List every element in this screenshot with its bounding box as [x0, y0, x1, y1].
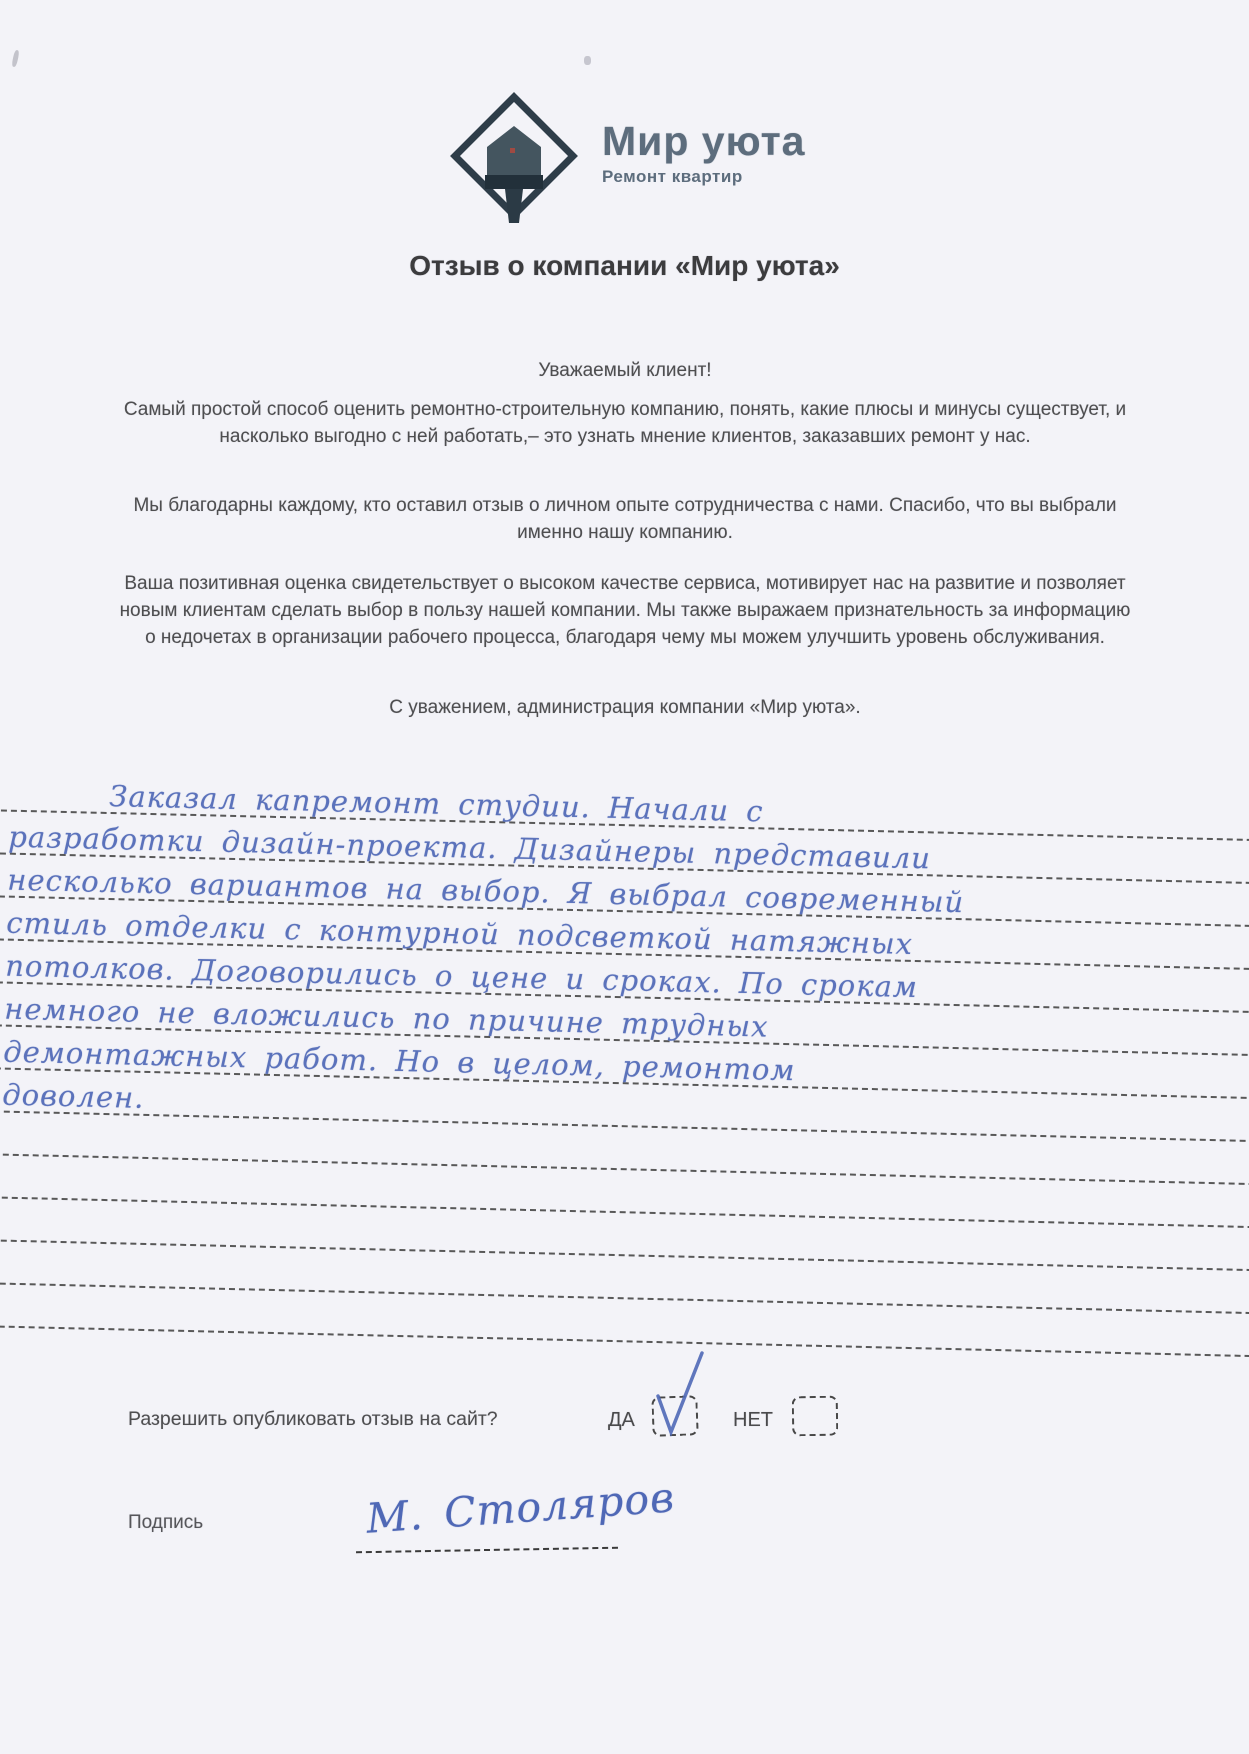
intro-paragraph-3: Ваша позитивная оценка свидетельствует о высоком качестве сервиса, мотивирует нас на развитие и позволяет новым клиентам сделать выбор в пользу нашей компании. Мы также выражаем признательность за информацию о недочетах в организации рабочего процесса, благодаря чему мы можем улучшить уровень обслуживания.: [119, 573, 1131, 648]
consent-question: Разрешить опубликовать отзыв на сайт?: [128, 1408, 498, 1430]
scan-artifact: [584, 56, 591, 65]
intro-paragraph-1: Самый простой способ оценить ремонтно-строительную компанию, понять, какие плюсы и минусы существует, и насколько выгодно с ней работать,– это узнать мнение клиентов, заказавших ремонт у нас.: [123, 399, 1127, 447]
intro-paragraph-2: Мы благодарны каждому, кто оставил отзыв о личном опыте сотрудничества с нами. Спасибо, что вы выбрали именно нашу компанию.: [133, 495, 1117, 543]
handwritten-text: потолков. Договорились о цене и сроках. По срокам: [4, 948, 919, 1005]
no-option-label: НЕТ: [733, 1409, 773, 1431]
yes-option-label: ДА: [608, 1409, 635, 1431]
review-writing-area: [0, 768, 1249, 1357]
handwritten-text: стиль отделки с контурной подсветкой натяжных: [5, 905, 914, 961]
handwritten-signature: М. Столяров: [364, 1473, 677, 1543]
handwritten-text: доволен.: [1, 1077, 145, 1115]
scan-artifact: [11, 50, 19, 68]
handwritten-text: демонтажных работ. Но в целом, ремонтом: [2, 1034, 796, 1088]
signature-line: [356, 1547, 618, 1554]
company-logo: [448, 90, 805, 226]
greeting: Уважаемый клиент!: [538, 360, 712, 381]
handwritten-text: несколько вариантов на выбор. Я выбрал современный: [6, 862, 965, 920]
no-checkbox: [792, 1396, 839, 1437]
handwritten-text: Заказал капремонт студии. Начали с: [108, 779, 764, 829]
signature-label: Подпись: [128, 1512, 204, 1533]
brand-name: Мир уюта: [602, 118, 806, 164]
handwritten-text: разработки дизайн-проекта. Дизайнеры представили: [7, 819, 932, 876]
brand-tagline: Ремонт квартир: [602, 167, 743, 186]
page-title: Отзыв о компании «Мир уюта»: [409, 250, 840, 281]
handwritten-text: немного не вложились по причине трудных: [3, 991, 769, 1044]
paintbrush-house-diamond-icon: [448, 90, 580, 226]
handwritten-checkmark: [648, 1350, 710, 1438]
signoff-line: С уважением, администрация компании «Мир уюта».: [389, 697, 861, 718]
